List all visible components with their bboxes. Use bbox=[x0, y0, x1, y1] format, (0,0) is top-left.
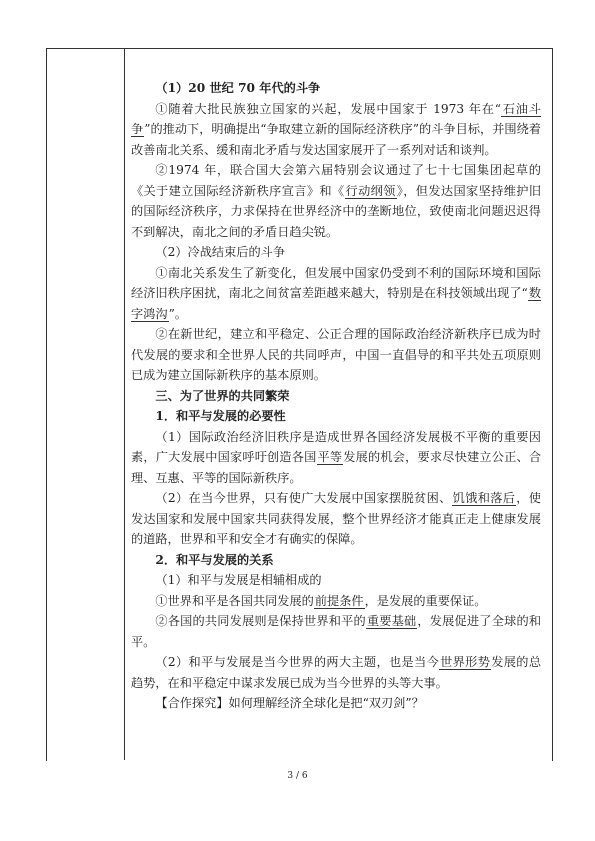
paragraph-1: ①随着大批民族独立国家的兴起，发展中国家于 1973 年在“石油斗争”的推动下，明确提出“争取建立新的国际经济秩序”的斗争目标，并围绕着改善南北关系、缓和南北矛盾与发达国家展开了一系列对话和谈判。 bbox=[131, 101, 541, 157]
table-column-divider bbox=[124, 48, 125, 760]
fill-blank: 重要基础 bbox=[366, 614, 417, 628]
fill-blank: 数字鸿沟 bbox=[131, 286, 542, 321]
fill-blank: 石油斗争 bbox=[131, 101, 541, 136]
paragraph-11: 【合作探究】如何理解经济全球化是把“双刃剑”？ bbox=[155, 696, 424, 710]
paragraph-7: （1）和平与发展是相辅相成的 bbox=[155, 573, 322, 587]
fill-blank: 平等 bbox=[317, 450, 343, 464]
paragraph-6: （2）在当今世界，只有使广大发展中国家摆脱贫困、饥饿和落后，使发达国家和发展中国家共同获得发展，整个世界经济才能真正走上健康发展的道路，世界和平和安全才有确实的保障。 bbox=[131, 491, 541, 546]
fill-blank: 前提条件 bbox=[314, 593, 364, 608]
paragraph-5: （1）国际政治经济旧秩序是造成世界各国经济发展极不平衡的重要因素，广大发展中国家呼吁创造各国平等发展的机会，要求尽快建立公正、合理、互惠、平等的国际新秩序。 bbox=[131, 429, 542, 485]
paragraph-10: （2）和平与发展是当今世界的两大主题，也是当今世界形势发展的总趋势，在和平稳定中谋求发展已成为当今世界的头等大事。 bbox=[131, 655, 542, 690]
paragraph-2: ②1974 年，联合国大会第六届特别会议通过了七十七国集团起草的《关于建立国际经济新秩序宣言》和《行动纲领》，但发达国家坚持维护旧的国际经济秩序，力求保持在世界经济中的垄断地位，致使南北问题迟迟得不到解决，南北之间的矛盾日趋尖锐。 bbox=[131, 163, 542, 239]
section-title-1970s: （1）20 世纪 70 年代的斗争 bbox=[155, 81, 321, 95]
section-title-post-cold-war: （2）冷战结束后的斗争 bbox=[155, 245, 286, 259]
main-content bbox=[131, 78, 541, 714]
fill-blank: 行动纲领 bbox=[345, 183, 396, 198]
paragraph-9: ②各国的共同发展则是保持世界和平的重要基础，发展促进了全球的和平。 bbox=[131, 614, 542, 649]
paragraph-4: ②在新世纪，建立和平稳定、公正合理的国际政治经济新秩序已成为时代发展的要求和全世界人民的共同呼声，中国一直倡导的和平共处五项原则已成为建立国际新秩序的基本原则。 bbox=[131, 327, 541, 382]
heading-section-3: 三、为了世界的共同繁荣 bbox=[155, 388, 290, 403]
paragraph-8: ①世界和平是各国共同发展的前提条件，是发展的重要保证。 bbox=[155, 593, 487, 608]
fill-blank: 世界形势 bbox=[440, 655, 491, 669]
heading-3-2: 2．和平与发展的关系 bbox=[155, 552, 274, 567]
page-number: 3 / 6 bbox=[287, 771, 308, 781]
paragraph-3: ①南北关系发生了新变化，但发展中国家仍受到不利的国际环境和国际经济旧秩序困扰，南北之间贫富差距越来越大，特别是在科技领域出现了“数字鸿沟”。 bbox=[131, 265, 542, 321]
fill-blank: 饥饿和落后 bbox=[452, 491, 516, 505]
heading-3-1: 1．和平与发展的必要性 bbox=[155, 409, 286, 423]
